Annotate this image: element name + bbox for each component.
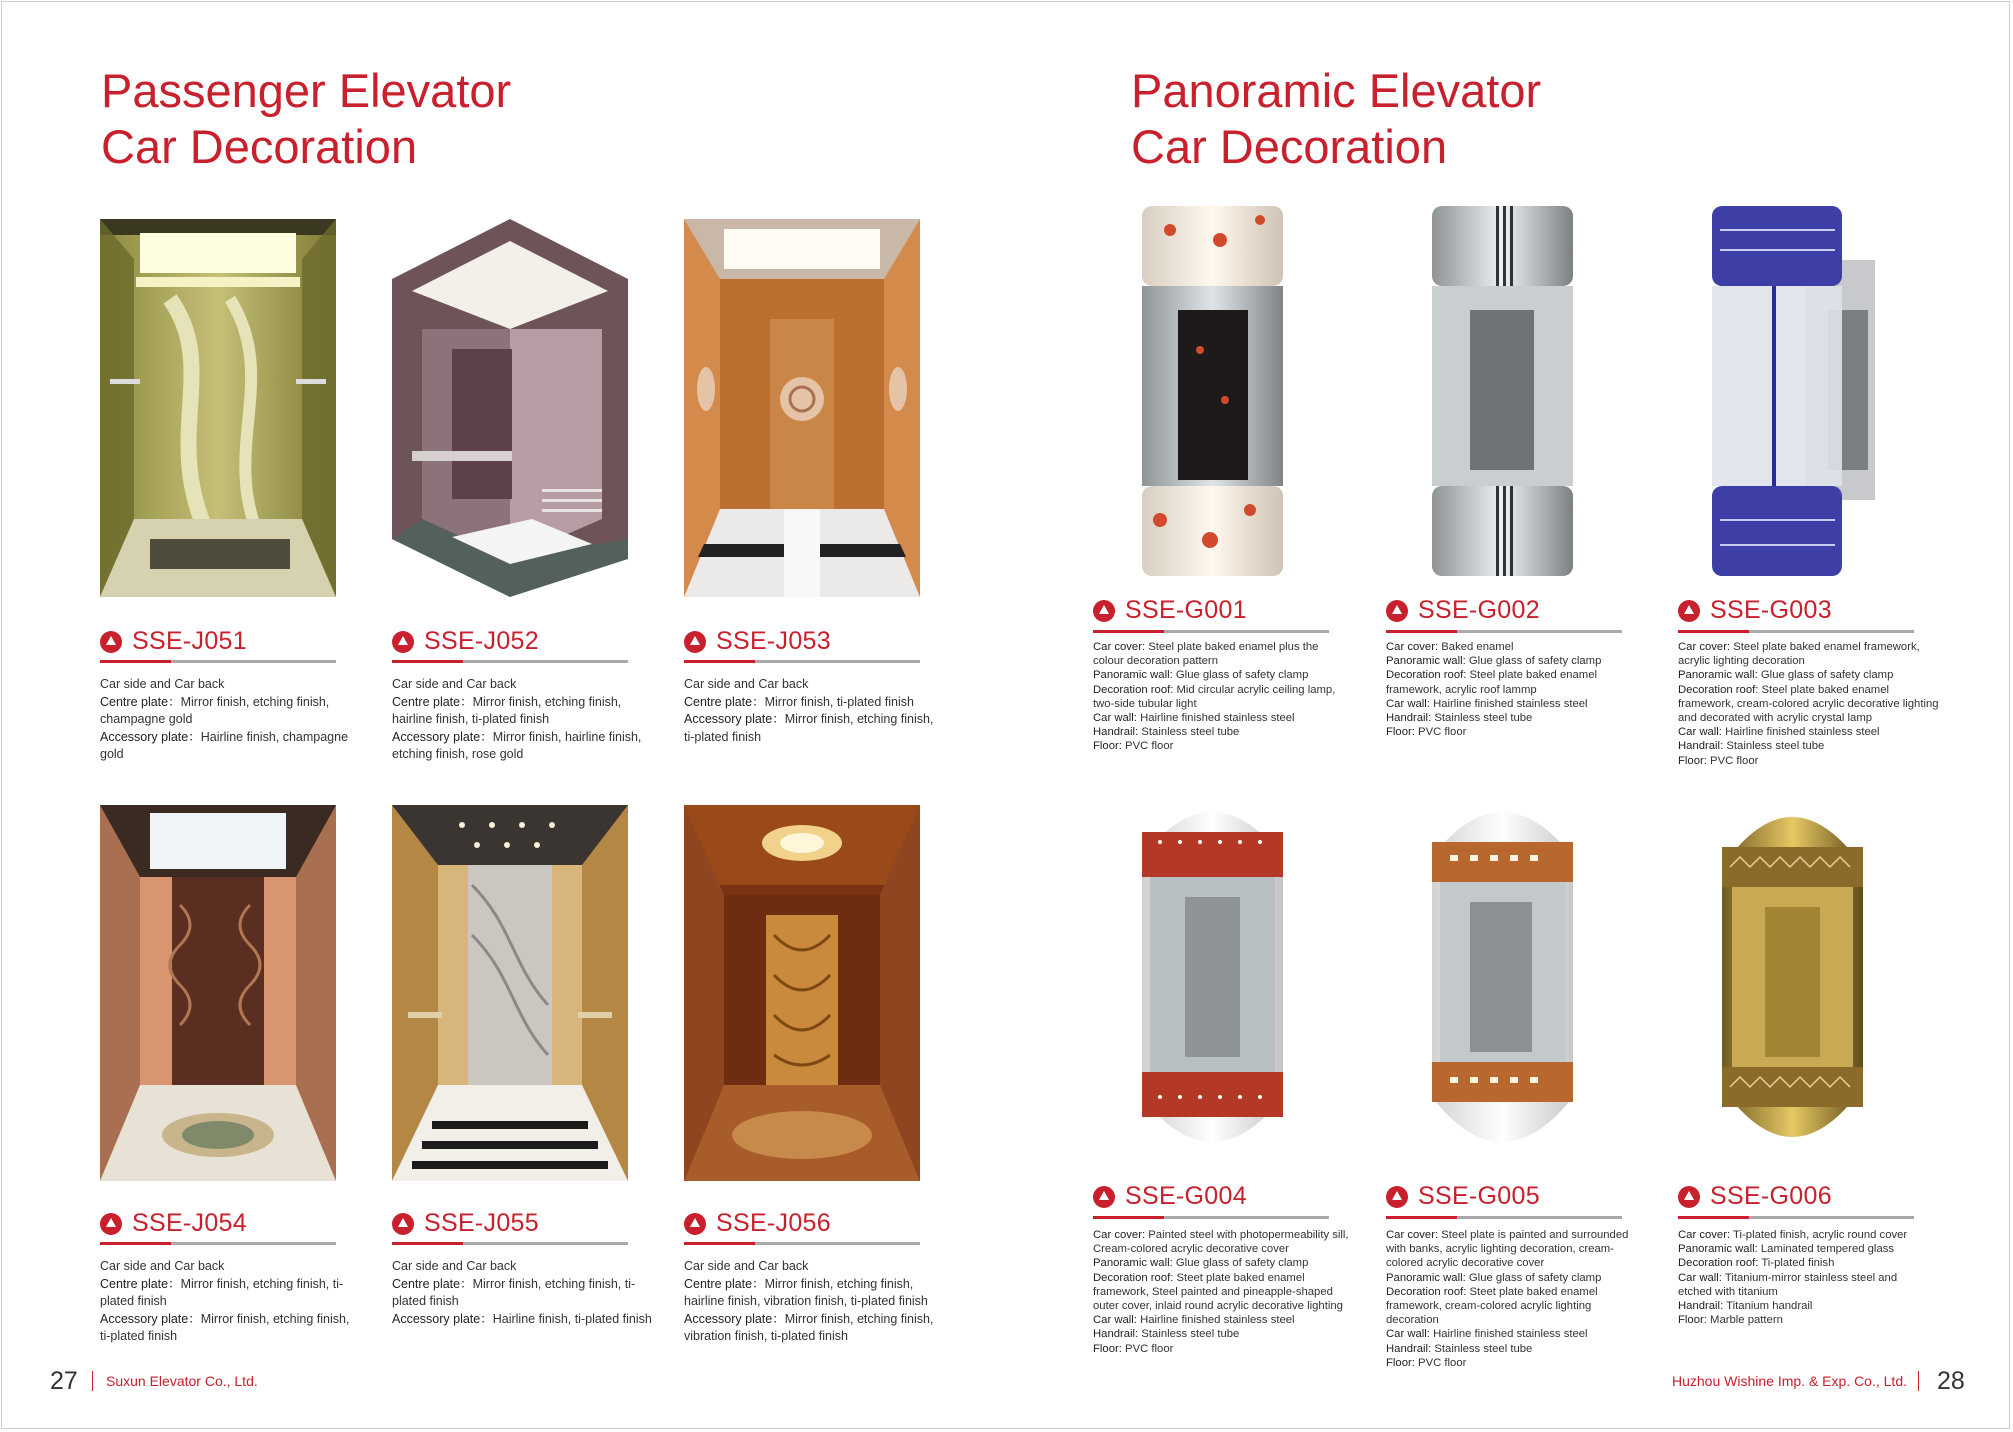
product-spec: Car cover: Steel plate baked enamel framework, acrylic lighting decoration Panoramic wall: Glue glass of safety clamp Decoration roof: Steel plate baked enamel framework, cream-colored acrylic decorative lighting and decorated with acrylic crystal lamp Car wall: Hairline finished stainless steel Handrail: Stainless steel tube Floor: PVC floor: [1678, 641, 1939, 767]
product-code: SSE-G004: [1125, 1182, 1247, 1210]
product-spec: Car cover: Baked enamel Panoramic wall: Glue glass of safety clamp Decoration roof: Steel plate baked enamel framework, acrylic roof lammp Car wall: Hairline finished stainless steel Handrail: Stainless steel tube Floor: PVC floor: [1386, 641, 1602, 739]
elevator-photo-g002: [1430, 200, 1575, 582]
triangle-icon: [1386, 600, 1408, 622]
divider: [100, 660, 336, 663]
company-name-left: Suxun Elevator Co., Ltd.: [106, 1373, 258, 1389]
product-code: SSE-G001: [1125, 596, 1247, 624]
product-code: SSE-J055: [424, 1209, 539, 1237]
triangle-icon: [1093, 1186, 1115, 1208]
divider: [392, 660, 628, 663]
elevator-photo-g006: [1720, 787, 1865, 1169]
product-code: SSE-G003: [1710, 596, 1832, 624]
elevator-photo-j054: [100, 805, 336, 1181]
product-code: SSE-G006: [1710, 1182, 1832, 1210]
footer-divider: [92, 1371, 93, 1391]
triangle-icon: [684, 1213, 706, 1235]
elevator-photo-j055: [392, 805, 628, 1181]
divider: [684, 660, 920, 663]
elevator-photo-j052: [392, 219, 628, 597]
triangle-icon: [392, 1213, 414, 1235]
product-code: SSE-J052: [424, 627, 539, 655]
product-spec: Car cover: Steel plate baked enamel plus the colour decoration pattern Panoramic wall: Glue glass of safety clamp Decoration roof: Mid circular acrylic ceiling lamp, two-side tubular light Car wall: Hairline finished stainless steel Handrail: Stainless steel tube Floor: PVC floor: [1093, 641, 1336, 753]
product-code-row: [100, 627, 247, 656]
product-code: SSE-J056: [716, 1209, 831, 1237]
triangle-icon: [100, 631, 122, 653]
triangle-icon: [1386, 1186, 1408, 1208]
product-code-row: [392, 627, 539, 656]
triangle-icon: [1093, 600, 1115, 622]
product-code: SSE-J053: [716, 627, 831, 655]
elevator-photo-j051: [100, 219, 336, 597]
divider: [1386, 630, 1622, 633]
elevator-photo-g004: [1140, 787, 1285, 1169]
product-code: SSE-G005: [1418, 1182, 1540, 1210]
page-number-right: 28: [1937, 1367, 1965, 1395]
product-code-row: [1386, 596, 1540, 625]
product-spec: Car side and Car back Centre plate：Mirror finish, etching finish, champagne gold Accessory plate：Hairline finish, champagne gold: [100, 677, 349, 761]
footer-divider: [1918, 1371, 1919, 1391]
product-spec: Car side and Car back Centre plate：Mirror finish, ti-plated finish Accessory plate：Mirror finish, etching finish, ti-plated finish: [684, 677, 934, 744]
product-code: SSE-J054: [132, 1209, 247, 1237]
product-code-row: [1093, 596, 1247, 625]
elevator-photo-g005: [1430, 787, 1575, 1169]
passenger-section-title: Passenger Elevator Car Decoration: [101, 64, 512, 173]
product-code: SSE-G002: [1418, 596, 1540, 624]
triangle-icon: [392, 631, 414, 653]
divider: [684, 1242, 920, 1245]
triangle-icon: [1678, 1186, 1700, 1208]
product-code: SSE-J051: [132, 627, 247, 655]
product-code-row: [1093, 1182, 1247, 1211]
panoramic-section-title: Panoramic Elevator Car Decoration: [1131, 64, 1542, 173]
product-code-row: [684, 627, 831, 656]
product-code-row: [1386, 1182, 1540, 1211]
triangle-icon: [1678, 600, 1700, 622]
elevator-photo-j053: [684, 219, 920, 597]
elevator-photo-g001: [1140, 200, 1285, 582]
triangle-icon: [684, 631, 706, 653]
product-code-row: [1678, 596, 1832, 625]
company-name-right: Huzhou Wishine Imp. & Exp. Co., Ltd.: [1672, 1373, 1907, 1389]
product-spec: Car side and Car back Centre plate：Mirror finish, etching finish, hairline finish, ti-plated finish Accessory plate：Mirror finish, hairline finish, etching finish, rose gold: [392, 677, 642, 761]
divider: [1093, 630, 1329, 633]
product-spec: Car side and Car back Centre plate：Mirror finish, etching finish, ti-plated finish Accessory plate：Hairline finish, ti-plated finish: [392, 1259, 652, 1326]
product-spec: Car cover: Steel plate is painted and surrounded with banks, acrylic lighting decoration, cream-colored acrylic decorative cover Panoramic wall: Glue glass of safety clamp Decoration roof: Steet plate baked enamel framework, cream-colored acrylic lighting decoration Car wall: Hairline finished stainless steel Handrail: Stainless steel tube Floor: PVC floor: [1386, 1229, 1629, 1369]
divider: [100, 1242, 336, 1245]
divider: [392, 1242, 628, 1245]
product-spec: Car side and Car back Centre plate：Mirror finish, etching finish, ti-plated finish Accessory plate：Mirror finish, etching finish, ti-plated finish: [100, 1259, 350, 1343]
product-code-row: [392, 1209, 539, 1238]
elevator-photo-g003: [1710, 200, 1880, 582]
page-number-left: 27: [50, 1367, 78, 1395]
triangle-icon: [100, 1213, 122, 1235]
divider: [1093, 1216, 1329, 1219]
product-spec: Car cover: Painted steel with photopermeability sill, Cream-colored acrylic decorative cover Panoramic wall: Glue glass of safety clamp Decoration roof: Steet plate baked enamel framework, Steel painted and pineapple-shaped outer cover, inlaid round acrylic decorative lighting Car wall: Hairline finished stainless steel Handrail: Stainless steel tube Floor: PVC floor: [1093, 1229, 1349, 1355]
product-code-row: [684, 1209, 831, 1238]
divider: [1678, 630, 1914, 633]
product-code-row: [1678, 1182, 1832, 1211]
product-spec: Car side and Car back Centre plate：Mirror finish, etching finish, hairline finish, vibration finish, ti-plated finish Accessory plate：Mirror finish, etching finish, vibration finish, ti-plated finish: [684, 1259, 934, 1343]
product-spec: Car cover: Ti-plated finish, acrylic round cover Panoramic wall: Laminated tempered glass Decoration roof: Ti-plated finish Car wall: Titanium-mirror stainless steel and etched with titanium Handrail: Titanium handrail Floor: Marble pattern: [1678, 1229, 1908, 1327]
elevator-photo-j056: [684, 805, 920, 1181]
divider: [1386, 1216, 1622, 1219]
divider: [1678, 1216, 1914, 1219]
product-code-row: [100, 1209, 247, 1238]
